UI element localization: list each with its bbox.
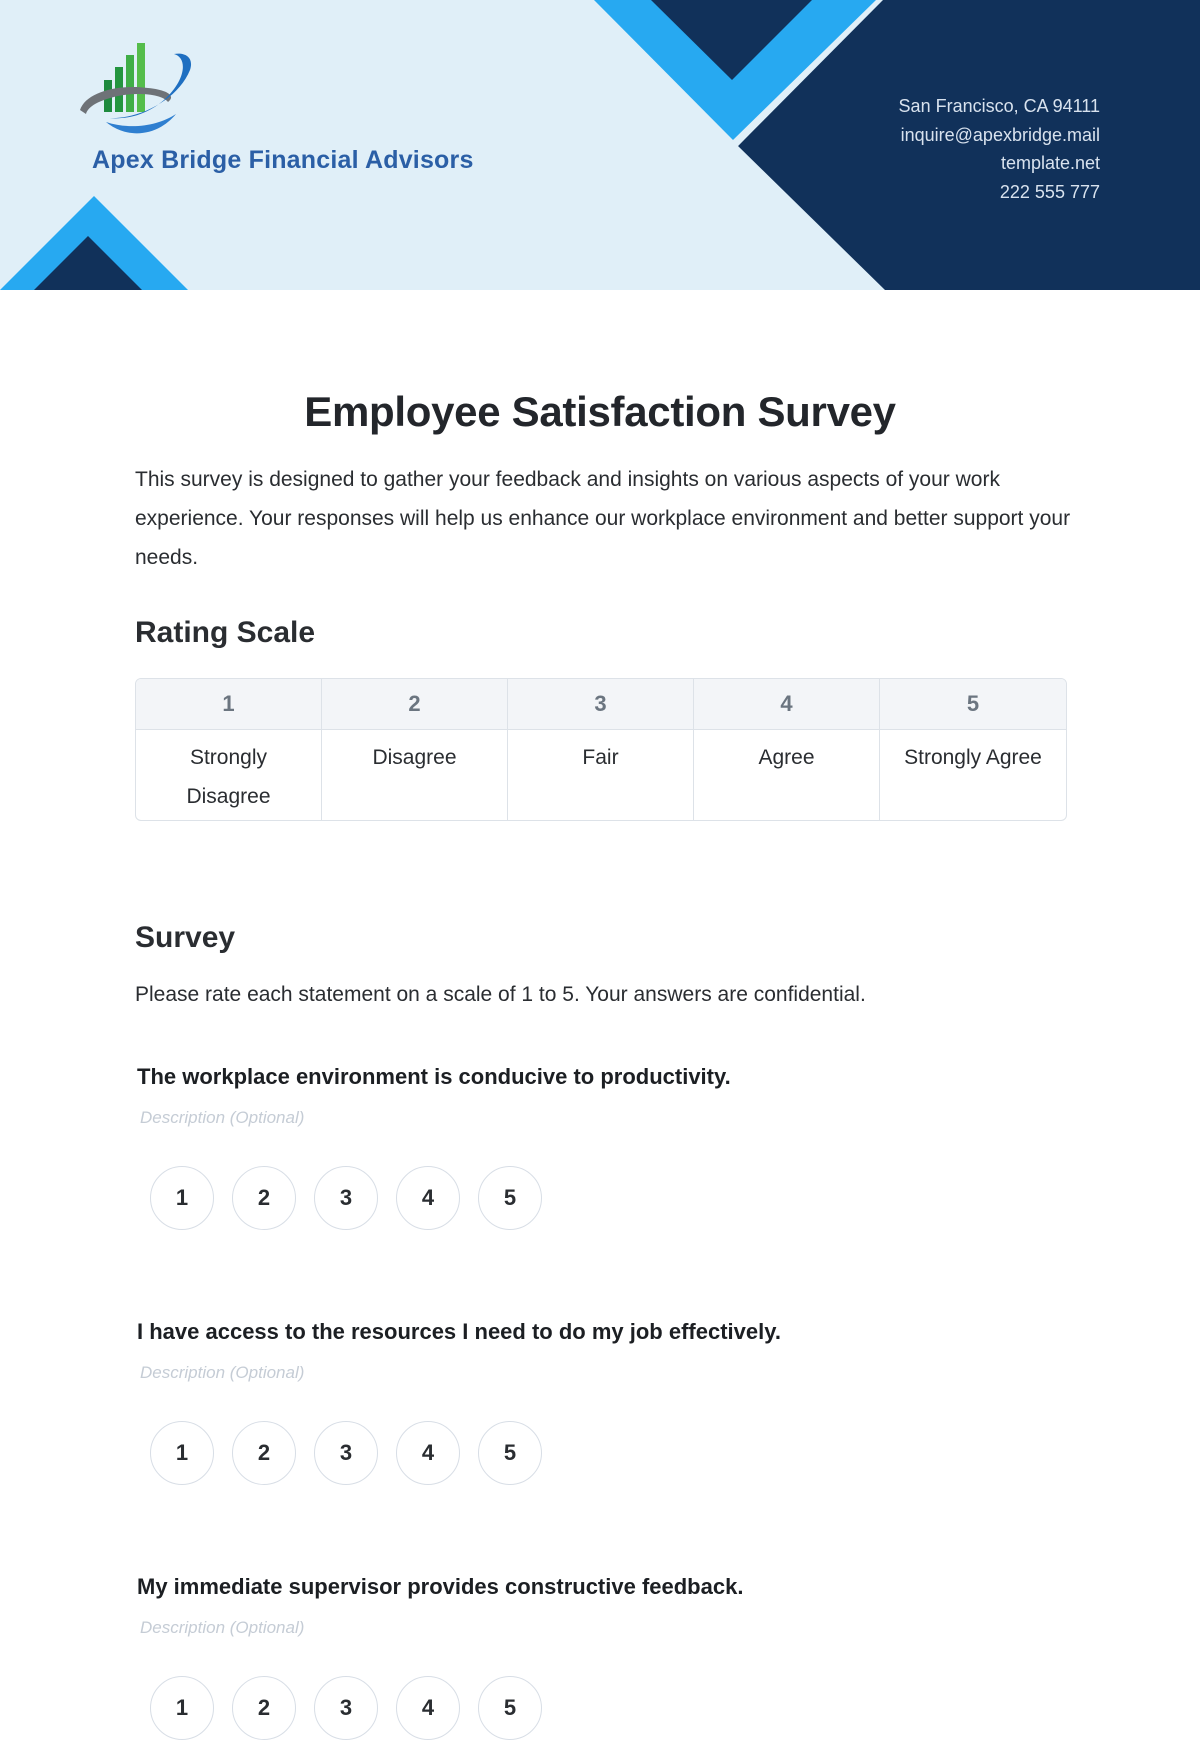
scale-value: 4 (694, 679, 879, 730)
rating-option-4[interactable]: 4 (396, 1676, 460, 1740)
scale-column (322, 679, 508, 820)
contact-email[interactable]: inquire@apexbridge.mail (900, 124, 1100, 145)
page-header (0, 0, 1200, 290)
intro-paragraph: This survey is designed to gather your feedback and insights on various aspects of your work experience. Your responses will help us enhance our workplace environment and better support your needs. (135, 468, 1071, 569)
rating-option-5[interactable]: 5 (478, 1676, 542, 1740)
page-title: Employee Satisfaction Survey (304, 388, 896, 435)
survey-heading: Survey (135, 921, 236, 954)
scale-label: Disagree (372, 746, 457, 769)
company-logo-icon (78, 40, 208, 140)
description-field[interactable]: Description (Optional) (140, 1363, 305, 1382)
contact-website[interactable]: template.net (1000, 153, 1100, 173)
survey-question (137, 1574, 743, 1740)
rating-option-5[interactable]: 5 (478, 1166, 542, 1230)
scale-value: 3 (508, 679, 693, 730)
scale-label: Strongly Disagree (186, 746, 271, 808)
scale-value: 1 (136, 679, 321, 730)
rating-option-1[interactable]: 1 (150, 1421, 214, 1485)
rating-option-3[interactable]: 3 (314, 1676, 378, 1740)
survey-question (137, 1319, 781, 1485)
contact-address: San Francisco, CA 94111 (898, 96, 1100, 116)
rating-option-1[interactable]: 1 (150, 1676, 214, 1740)
company-name: Apex Bridge Financial Advisors (92, 146, 474, 174)
rating-options (150, 1676, 743, 1740)
scale-column (136, 679, 322, 820)
scale-column (694, 679, 880, 820)
survey-question (137, 1064, 731, 1230)
rating-option-4[interactable]: 4 (396, 1421, 460, 1485)
rating-option-3[interactable]: 3 (314, 1421, 378, 1485)
description-field[interactable]: Description (Optional) (140, 1108, 305, 1127)
rating-options (150, 1421, 781, 1485)
rating-option-3[interactable]: 3 (314, 1166, 378, 1230)
question-text: The workplace environment is conducive to productivity. (137, 1064, 731, 1089)
rating-option-2[interactable]: 2 (232, 1166, 296, 1230)
description-field[interactable]: Description (Optional) (140, 1618, 305, 1637)
scale-label: Fair (582, 746, 619, 769)
scale-value: 5 (880, 679, 1066, 730)
scale-label: Strongly Agree (904, 746, 1042, 769)
question-text: I have access to the resources I need to do my job effectively. (137, 1319, 781, 1344)
contact-block (899, 92, 1100, 206)
rating-option-4[interactable]: 4 (396, 1166, 460, 1230)
scale-column (880, 679, 1066, 820)
rating-option-1[interactable]: 1 (150, 1166, 214, 1230)
rating-scale-table (135, 678, 1067, 821)
question-text: My immediate supervisor provides constructive feedback. (137, 1574, 744, 1599)
rating-option-2[interactable]: 2 (232, 1676, 296, 1740)
scale-value: 2 (322, 679, 507, 730)
survey-instructions: Please rate each statement on a scale of 1 to 5. Your answers are confidential. (135, 983, 866, 1006)
rating-option-5[interactable]: 5 (478, 1421, 542, 1485)
rating-scale-heading: Rating Scale (135, 616, 316, 649)
rating-option-2[interactable]: 2 (232, 1421, 296, 1485)
contact-phone: 222 555 777 (999, 181, 1100, 202)
rating-options (150, 1166, 731, 1230)
scale-label: Agree (758, 746, 815, 769)
scale-column (508, 679, 694, 820)
